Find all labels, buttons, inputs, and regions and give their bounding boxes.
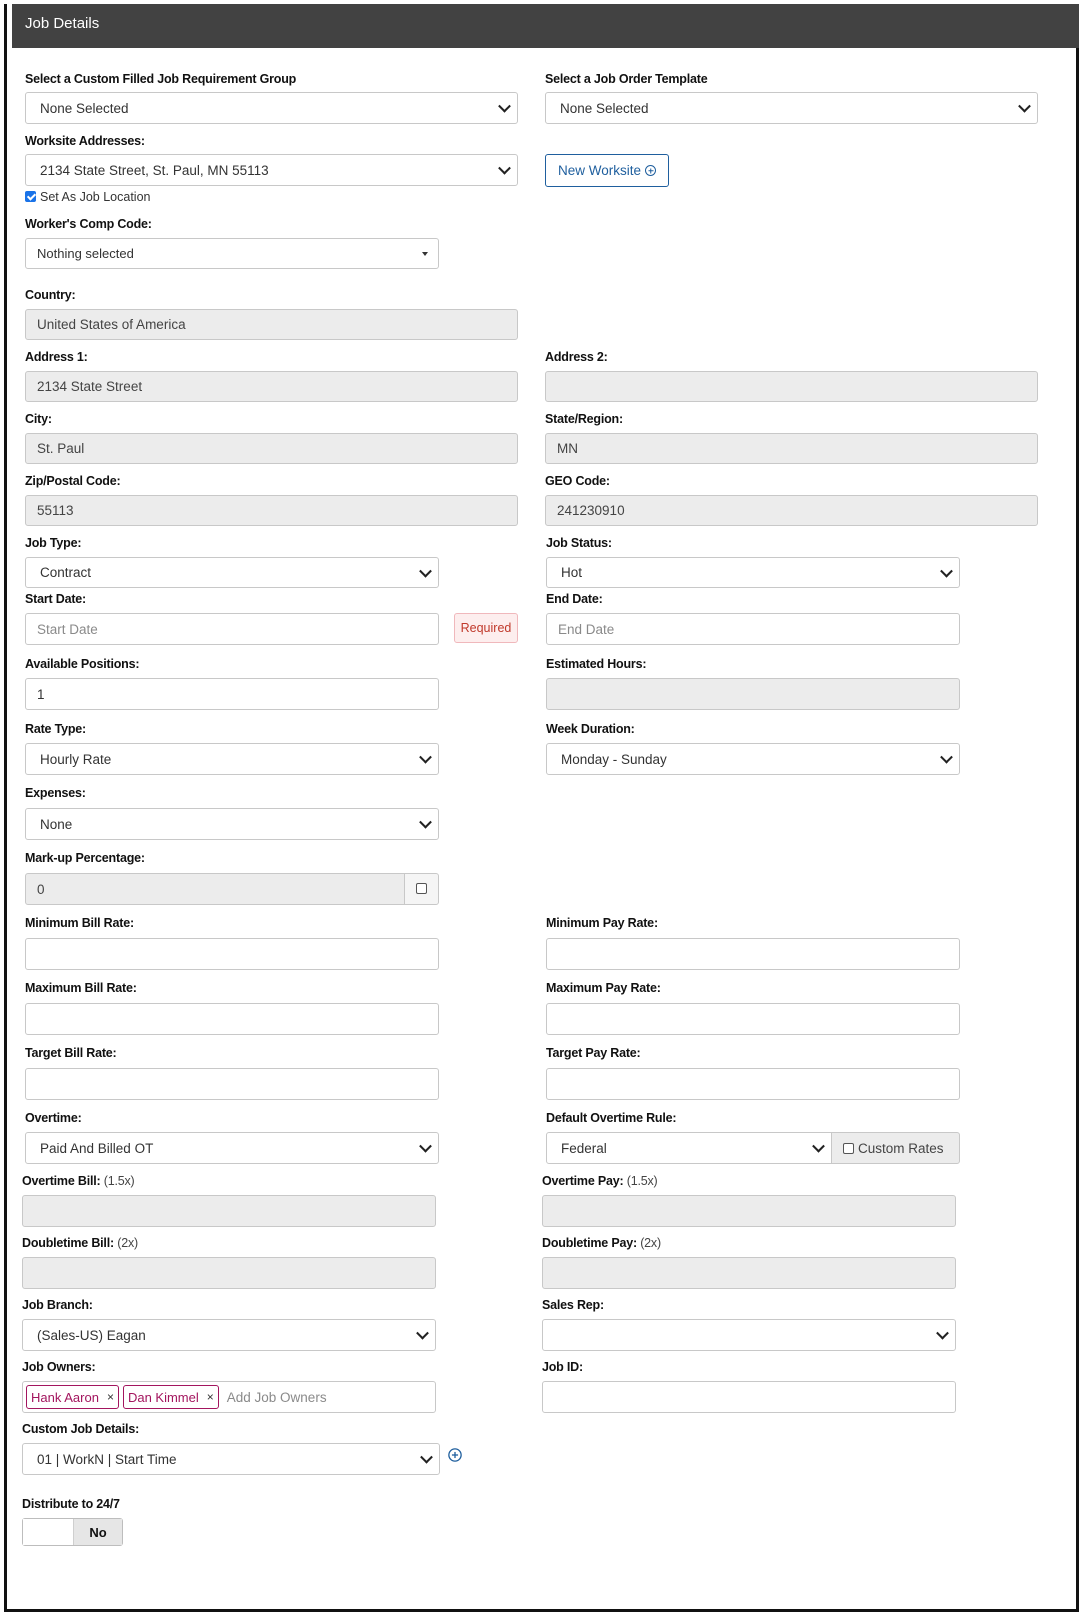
dt-pay-label-text: Doubletime Pay: <box>542 1236 637 1250</box>
ot-bill-label-text: Overtime Bill: <box>22 1174 101 1188</box>
job-order-template-label: Select a Job Order Template <box>545 72 708 86</box>
address1-field <box>25 371 518 402</box>
available-positions-value: 1 <box>37 686 45 702</box>
new-worksite-button[interactable] <box>545 154 669 187</box>
job-id-input[interactable] <box>542 1381 956 1413</box>
job-owners-label: Job Owners: <box>22 1360 96 1374</box>
custom-rates-label: Custom Rates <box>858 1141 944 1156</box>
chevron-down-icon <box>498 162 511 175</box>
caret-down-icon <box>422 252 428 256</box>
markup-field <box>25 873 405 905</box>
dt-pay-note: (2x) <box>640 1236 661 1250</box>
rate-type-label: Rate Type: <box>25 722 86 736</box>
address2-label: Address 2: <box>545 350 608 364</box>
sales-rep-label: Sales Rep: <box>542 1298 604 1312</box>
job-id-label: Job ID: <box>542 1360 583 1374</box>
job-order-template-value: None Selected <box>560 100 649 116</box>
chevron-down-icon <box>416 1327 429 1340</box>
rate-type-value: Hourly Rate <box>40 751 112 767</box>
start-date-input[interactable] <box>25 613 439 645</box>
markup-addon <box>404 873 439 905</box>
job-status-label: Job Status: <box>546 536 612 550</box>
requirement-group-value: None Selected <box>40 100 129 116</box>
remove-tag-icon[interactable]: × <box>206 1390 214 1404</box>
owner-tag[interactable] <box>26 1385 119 1409</box>
country-label: Country: <box>25 288 76 302</box>
zip-field <box>25 495 518 526</box>
worksite-select[interactable] <box>25 154 518 186</box>
sales-rep-select[interactable] <box>542 1319 956 1351</box>
dt-bill-label-text: Doubletime Bill: <box>22 1236 114 1250</box>
expenses-value: None <box>40 816 73 832</box>
week-duration-select[interactable] <box>546 743 960 775</box>
overtime-select[interactable] <box>25 1132 439 1164</box>
workers-comp-label: Worker's Comp Code: <box>25 217 152 231</box>
markup-label: Mark-up Percentage: <box>25 851 145 865</box>
default-ot-rule-label: Default Overtime Rule: <box>546 1111 677 1125</box>
week-duration-value: Monday - Sunday <box>561 751 667 767</box>
estimated-hours-label: Estimated Hours: <box>546 657 647 671</box>
chevron-down-icon <box>1018 100 1031 113</box>
max-pay-input[interactable] <box>546 1003 960 1035</box>
job-branch-value: (Sales-US) Eagan <box>37 1327 146 1343</box>
job-owners-input[interactable] <box>22 1381 436 1413</box>
ot-bill-label <box>22 1174 135 1188</box>
panel-header <box>12 4 1079 48</box>
custom-job-details-select[interactable] <box>22 1443 440 1475</box>
owner-tag-label: Hank Aaron <box>31 1389 99 1405</box>
address1-value: 2134 State Street <box>37 379 143 394</box>
dt-pay-field <box>542 1257 956 1289</box>
dt-bill-note: (2x) <box>117 1236 138 1250</box>
available-positions-label: Available Positions: <box>25 657 140 671</box>
worksite-label: Worksite Addresses: <box>25 134 145 148</box>
job-order-template-select[interactable] <box>545 92 1038 124</box>
chevron-down-icon <box>419 564 432 577</box>
ot-pay-label <box>542 1174 658 1188</box>
job-status-select[interactable] <box>546 557 960 588</box>
set-as-job-location-label: Set As Job Location <box>40 190 151 204</box>
ot-pay-label-text: Overtime Pay: <box>542 1174 624 1188</box>
estimated-hours-field <box>546 678 960 710</box>
target-bill-input[interactable] <box>25 1068 439 1100</box>
job-type-label: Job Type: <box>25 536 82 550</box>
markup-checkbox[interactable] <box>416 883 427 894</box>
distribute-label: Distribute to 24/7 <box>22 1497 120 1511</box>
custom-rates-addon[interactable] <box>831 1132 960 1164</box>
city-value: St. Paul <box>37 441 85 456</box>
end-date-placeholder: End Date <box>558 621 615 637</box>
chevron-down-icon <box>940 751 953 764</box>
end-date-input[interactable] <box>546 613 960 645</box>
address1-label: Address 1: <box>25 350 88 364</box>
end-date-label: End Date: <box>546 592 603 606</box>
chevron-down-icon <box>936 1327 949 1340</box>
chevron-down-icon <box>498 100 511 113</box>
geo-value: 241230910 <box>557 503 625 518</box>
max-bill-input[interactable] <box>25 1003 439 1035</box>
owner-tag-label: Dan Kimmel <box>127 1389 199 1405</box>
workers-comp-select[interactable] <box>25 238 439 269</box>
expenses-label: Expenses: <box>25 786 86 800</box>
chevron-down-icon <box>419 816 432 829</box>
week-duration-label: Week Duration: <box>546 722 635 736</box>
ot-bill-field <box>22 1195 436 1227</box>
chevron-down-icon <box>419 751 432 764</box>
city-field <box>25 433 518 464</box>
workers-comp-value: Nothing selected <box>37 246 134 261</box>
min-bill-input[interactable] <box>25 938 439 970</box>
job-branch-select[interactable] <box>22 1319 436 1351</box>
state-field <box>545 433 1038 464</box>
min-pay-input[interactable] <box>546 938 960 970</box>
distribute-value: No <box>74 1519 122 1545</box>
chevron-down-icon <box>419 1140 432 1153</box>
dt-bill-label <box>22 1236 138 1250</box>
owner-tag[interactable] <box>123 1385 219 1409</box>
overtime-label: Overtime: <box>25 1111 82 1125</box>
available-positions-input[interactable] <box>25 678 439 710</box>
rate-type-select[interactable] <box>25 743 439 775</box>
country-value: United States of America <box>37 317 186 332</box>
dt-pay-label <box>542 1236 661 1250</box>
distribute-toggle[interactable] <box>22 1518 123 1546</box>
requirement-group-label: Select a Custom Filled Job Requirement Group <box>25 72 297 86</box>
add-custom-detail-icon[interactable] <box>448 1448 462 1462</box>
custom-job-details-value: 01 | WorkN | Start Time <box>37 1451 177 1467</box>
target-pay-input[interactable] <box>546 1068 960 1100</box>
custom-rates-checkbox[interactable] <box>843 1143 854 1154</box>
dt-bill-field <box>22 1257 436 1289</box>
required-badge: Required <box>454 613 518 643</box>
country-field <box>25 309 518 340</box>
overtime-value: Paid And Billed OT <box>40 1140 154 1156</box>
zip-value: 55113 <box>37 503 74 518</box>
max-bill-label: Maximum Bill Rate: <box>25 981 137 995</box>
chevron-down-icon <box>420 1451 433 1464</box>
set-as-job-location-checkbox[interactable] <box>25 191 36 202</box>
toggle-knob <box>23 1519 74 1545</box>
ot-bill-note: (1.5x) <box>103 1174 135 1188</box>
city-label: City: <box>25 412 52 426</box>
worksite-value: 2134 State Street, St. Paul, MN 55113 <box>40 162 269 178</box>
ot-pay-field <box>542 1195 956 1227</box>
max-pay-label: Maximum Pay Rate: <box>546 981 661 995</box>
target-bill-label: Target Bill Rate: <box>25 1046 117 1060</box>
expenses-select[interactable] <box>25 808 439 840</box>
custom-job-details-label: Custom Job Details: <box>22 1422 140 1436</box>
job-type-value: Contract <box>40 565 92 580</box>
min-pay-label: Minimum Pay Rate: <box>546 916 658 930</box>
geo-field <box>545 495 1038 526</box>
state-value: MN <box>557 441 578 456</box>
address2-field <box>545 371 1038 402</box>
new-worksite-label: New Worksite <box>557 163 642 178</box>
geo-label: GEO Code: <box>545 474 610 488</box>
default-ot-rule-select[interactable] <box>546 1132 832 1164</box>
markup-value: 0 <box>37 881 45 897</box>
zip-label: Zip/Postal Code: <box>25 474 121 488</box>
min-bill-label: Minimum Bill Rate: <box>25 916 134 930</box>
chevron-down-icon <box>940 564 953 577</box>
requirement-group-select[interactable] <box>25 92 518 124</box>
job-branch-label: Job Branch: <box>22 1298 93 1312</box>
start-date-label: Start Date: <box>25 592 87 606</box>
job-status-value: Hot <box>561 565 583 580</box>
chevron-down-icon <box>812 1140 825 1153</box>
target-pay-label: Target Pay Rate: <box>546 1046 641 1060</box>
job-type-select[interactable] <box>25 557 439 588</box>
start-date-placeholder: Start Date <box>37 621 98 637</box>
ot-pay-note: (1.5x) <box>626 1174 658 1188</box>
plus-circle-icon <box>645 165 656 176</box>
state-label: State/Region: <box>545 412 623 426</box>
job-owners-placeholder: Add Job Owners <box>226 1389 327 1405</box>
panel-title: Job Details <box>25 15 100 32</box>
remove-tag-icon[interactable]: × <box>106 1390 114 1404</box>
default-ot-rule-value: Federal <box>561 1140 607 1156</box>
